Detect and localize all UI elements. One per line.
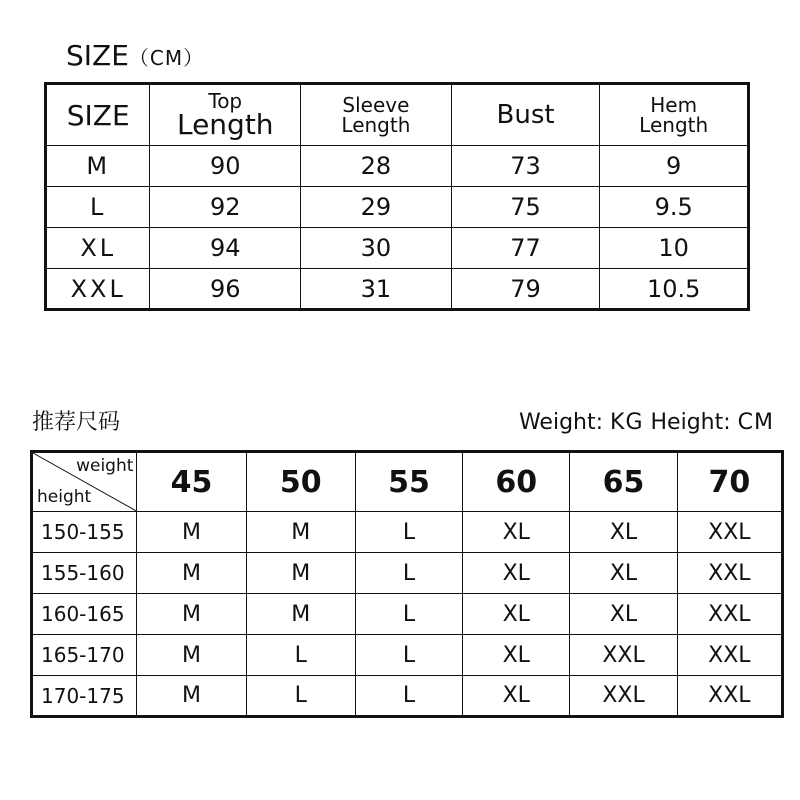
header-sleeve-length-line1: Sleeve [342, 92, 410, 117]
header-top-length [150, 84, 301, 146]
header-top-length-line1: Top [208, 88, 243, 113]
size-chart-unit: （CM） [128, 46, 205, 70]
bust-cell: 79 [451, 269, 600, 310]
corner-weight-label: weight [76, 456, 134, 476]
hem-length-cell: 9 [600, 146, 749, 187]
top-length-cell: 92 [150, 187, 301, 228]
size-cell: XXL [46, 269, 150, 310]
size-cell: XXL [677, 594, 782, 635]
size-cell: L [355, 512, 462, 553]
size-cell: XL [46, 228, 150, 269]
size-cell: XL [463, 635, 570, 676]
table-row [46, 269, 749, 310]
height-range-cell: 170-175 [32, 676, 137, 717]
bust-cell: 77 [451, 228, 600, 269]
top-length-cell: 90 [150, 146, 301, 187]
header-sleeve-length [301, 84, 452, 146]
size-cell: XXL [677, 635, 782, 676]
table-row [32, 594, 783, 635]
size-cell: M [46, 146, 150, 187]
size-cell: M [137, 553, 246, 594]
size-chart-title-text: SIZE [66, 39, 129, 72]
hem-length-cell: 10.5 [600, 269, 749, 310]
bust-cell: 75 [451, 187, 600, 228]
table-row [32, 635, 783, 676]
hem-length-cell: 9.5 [600, 187, 749, 228]
size-cell: L [355, 594, 462, 635]
size-chart-table [44, 82, 750, 311]
header-top-length-line2: Length [176, 107, 274, 141]
hem-length-cell: 10 [600, 228, 749, 269]
table-row [46, 187, 749, 228]
size-cell: L [355, 676, 462, 717]
height-range-cell: 150-155 [32, 512, 137, 553]
size-cell: L [246, 635, 355, 676]
header-hem-length [600, 84, 749, 146]
size-chart-title [66, 38, 204, 76]
size-cell: M [246, 512, 355, 553]
size-cell: M [137, 635, 246, 676]
weight-header: 65 [570, 452, 677, 512]
weight-unit: KG [610, 410, 644, 435]
size-cell: XL [570, 553, 677, 594]
size-cell: XL [463, 512, 570, 553]
header-sleeve-length-line2: Length [341, 113, 411, 137]
weight-header: 70 [677, 452, 782, 512]
size-cell: XXL [570, 635, 677, 676]
size-cell: XL [570, 512, 677, 553]
sleeve-length-cell: 30 [301, 228, 452, 269]
size-cell: L [355, 635, 462, 676]
size-cell: XL [463, 553, 570, 594]
table-row [46, 228, 749, 269]
size-chart-header-row [46, 84, 749, 146]
height-unit: CM [737, 410, 774, 435]
size-cell: L [46, 187, 150, 228]
weight-header: 45 [137, 452, 246, 512]
recommended-size-table [30, 450, 784, 718]
sleeve-length-cell: 28 [301, 146, 452, 187]
size-cell: XXL [570, 676, 677, 717]
top-length-cell: 94 [150, 228, 301, 269]
weight-label: Weight: [518, 410, 604, 435]
size-cell: XXL [677, 553, 782, 594]
units-legend [519, 408, 774, 438]
height-label: Height: [650, 410, 731, 435]
weight-header: 50 [246, 452, 355, 512]
header-bust: Bust [451, 84, 600, 146]
weight-header: 60 [463, 452, 570, 512]
size-cell: XXL [677, 512, 782, 553]
table-row [32, 553, 783, 594]
weight-header: 55 [355, 452, 462, 512]
weight-header-row [32, 452, 783, 512]
height-range-cell: 160-165 [32, 594, 137, 635]
size-cell: L [246, 676, 355, 717]
bust-cell: 73 [451, 146, 600, 187]
table-row [32, 512, 783, 553]
size-cell: XL [463, 676, 570, 717]
sleeve-length-cell: 29 [301, 187, 452, 228]
size-cell: XL [570, 594, 677, 635]
corner-height-label: height [37, 487, 92, 507]
sleeve-length-cell: 31 [301, 269, 452, 310]
height-range-cell: 155-160 [32, 553, 137, 594]
corner-header-cell [32, 452, 137, 512]
size-cell: XXL [677, 676, 782, 717]
table-row [46, 146, 749, 187]
size-cell: XL [463, 594, 570, 635]
size-cell: M [137, 512, 246, 553]
top-length-cell: 96 [150, 269, 301, 310]
header-hem-length-line2: Length [639, 113, 709, 137]
recommended-size-title: 推荐尺码 [32, 410, 121, 435]
size-cell: M [137, 594, 246, 635]
size-cell: M [246, 594, 355, 635]
size-cell: M [137, 676, 246, 717]
size-cell: L [355, 553, 462, 594]
size-cell: M [246, 553, 355, 594]
header-hem-length-line1: Hem [650, 92, 698, 117]
table-row [32, 676, 783, 717]
header-size: SIZE [46, 84, 150, 146]
height-range-cell: 165-170 [32, 635, 137, 676]
